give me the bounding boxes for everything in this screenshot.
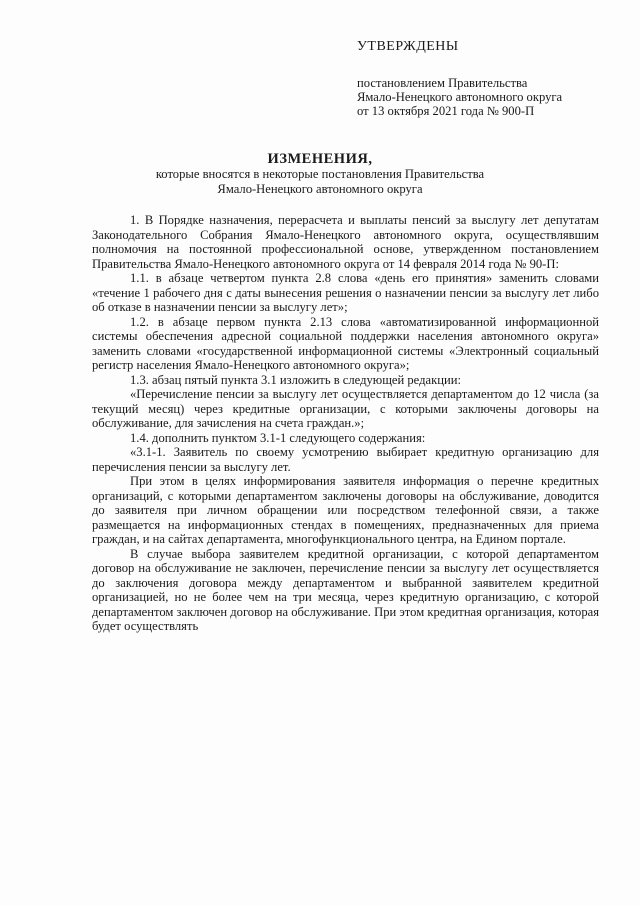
subtitle-line: которые вносятся в некоторые постановления Правительства (155, 167, 485, 181)
paragraph-credit-choice: В случае выбора заявителем кредитной организации, с которой департаментом договор на обслуживание не заключен, перечисление пенсии за выслугу лет осуществляется до заключения договора между департаментом и выбранной заявителем кредитной организацией, но не более чем на три месяца, через кредитную организацию, с которой департаментом заключен договор на обслуживание. При этом кредитная организация, которая будет осуществлять (92, 546, 599, 633)
document-subtitle (0, 167, 640, 197)
approval-block (357, 40, 617, 118)
document-body (92, 213, 599, 634)
paragraph-1-1: 1.1. в абзаце четвертом пункта 2.8 слова «день его принятия» заменить словами «течение 1 рабочего дня с даты вынесения решения о назначении пенсии за выслугу лет либо об отказе в назначении пенсии за выслугу лет»; (92, 271, 599, 314)
document-title: ИЗМЕНЕНИЯ, (267, 151, 373, 167)
paragraph-1-3: 1.3. абзац пятый пункта 3.1 изложить в следующей редакции: (130, 372, 461, 387)
subtitle-line: Ямало-Ненецкого автономного округа (217, 182, 423, 196)
paragraph-quote-3-1-1: «3.1-1. Заявитель по своему усмотрению выбирает кредитную организацию для перечисления пенсии за выслугу лет. (92, 445, 599, 474)
paragraph-1-2: 1.2. в абзаце первом пункта 2.13 слова «автоматизированной информационной системы обеспечения адресной социальной поддержки населения автономного округа» заменить словами «государственной информационной системы «Электронный социальный регистр населения Ямало-Ненецкого автономного округа»; (92, 314, 599, 372)
approval-line: постановлением Правительства (357, 76, 528, 90)
paragraph-1: 1. В Порядке назначения, перерасчета и выплаты пенсий за выслугу лет депутатам Законодательного Собрания Ямало-Ненецкого автономного округа, осуществлявшим полномочия на постоянной профессиональной основе, утвержденном постановлением Правительства Ямало-Ненецкого автономного округа от 14 февраля 2014 года № 90-П: (92, 213, 599, 271)
approval-line: Ямало-Ненецкого автономного округа (357, 90, 563, 104)
paragraph-1-4: 1.4. дополнить пунктом 3.1-1 следующего содержания: (130, 430, 426, 445)
paragraph-informing: При этом в целях информирования заявителя информация о перечне кредитных организаций, с которыми департаментом заключены договоры на обслуживание, доводится до заявителя при личном обращении или посредством телефонной связи, а также размещается на информационных стендах в помещениях, предназначенных для приема граждан, и на сайтах департамента, многофункционального центра, на Едином портале. (92, 474, 599, 546)
approval-heading: УТВЕРЖДЕНЫ (357, 39, 459, 54)
paragraph-quote-3-1: «Перечисление пенсии за выслугу лет осуществляется департаментом до 12 числа (за текущий месяц) через кредитные организации, с которыми заключены договоры на обслуживание, для зачисления на счета граждан.»; (92, 387, 599, 430)
approval-line: от 13 октября 2021 года № 900-П (357, 104, 535, 118)
